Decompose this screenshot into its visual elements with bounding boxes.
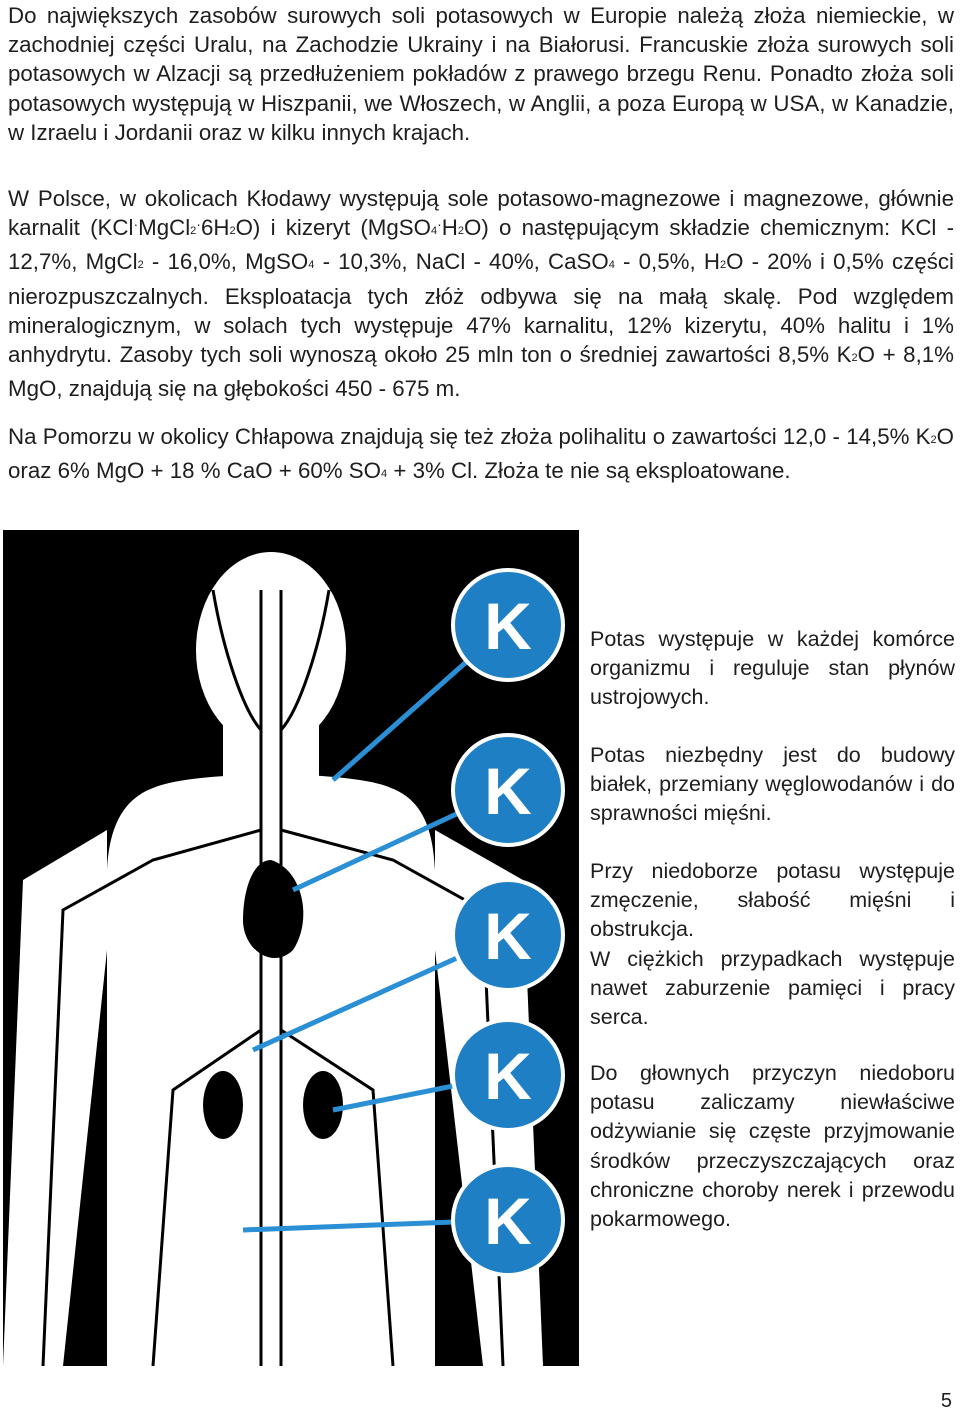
p2-dot: · xyxy=(196,216,201,233)
note-cell-function xyxy=(590,625,955,713)
p2-subscript: 2 xyxy=(229,225,236,238)
p2-text: W Polsce, w okolicach Kłodawy występują sole potasowo-magnezowe i magnezowe, głównie karnalit (KCl xyxy=(8,186,954,241)
note-protein-synthesis xyxy=(590,741,955,829)
page-number: 5 xyxy=(940,1390,952,1412)
p2-text: O) o następującym składzie chemicznym: KCl - 12,7%, MgCl xyxy=(8,215,955,275)
p3-text: + 3% Cl. Złoża te nie są eksploatowane. xyxy=(387,458,791,484)
p2-text: O - 20% i 0,5% części nierozpuszczalnych. Eksploatacja tych złóż odbywa się na małą skalę. Pod względem mineralogicznym, w solach tych występuje 47% karnalitu, 12% kizerytu, 40% halitu i 1% anhydrytu. Zasoby tych soli wynoszą około 25 mln ton o średniej zawartości 8,5% K xyxy=(8,249,954,368)
potassium-badge xyxy=(453,735,563,845)
body-diagram xyxy=(3,530,579,1366)
p2-text: - 10,3%, NaCl - 40%, CaSO xyxy=(314,249,609,275)
badge-letter: K xyxy=(484,899,532,973)
human-body-illustration xyxy=(3,530,579,1366)
p2-subscript: 2 xyxy=(457,225,465,238)
note-text: Do głownych przyczyn niedoboru potasu zaliczamy niewłaściwe odżywianie się częste przyjmowanie środków przeczyszczających oraz chroniczne choroby nerek i przewodu pokarmowego. xyxy=(590,1061,955,1232)
potassium-badge xyxy=(453,880,563,990)
p2-dot: · xyxy=(133,216,139,233)
p3-subscript: 4 xyxy=(381,468,388,481)
p2-text: O) i kizeryt (MgSO xyxy=(235,215,431,241)
potassium-badge xyxy=(453,1165,563,1275)
p2-subscript: 4 xyxy=(430,225,438,238)
p2-text: H xyxy=(441,215,458,241)
note-text: Przy niedoborze potasu występuje zmęczenie, słabość mięśni i obstrukcja. xyxy=(590,859,955,942)
p2-text: MgCl xyxy=(138,215,191,241)
note-text: Potas występuje w każdej komórce organizmu i reguluje stan płynów ustrojowych. xyxy=(590,627,955,710)
badge-letter: K xyxy=(484,754,532,828)
note-text: Potas niezbędny jest do budowy białek, przemiany węglowodanów i do sprawności mięśni. xyxy=(590,743,955,826)
p3-text: Na Pomorzu w okolicy Chłapowa znajdują się też złoża polihalitu o zawartości 12,0 - 14,5% K xyxy=(8,424,931,449)
head-shape xyxy=(196,552,346,748)
p2-subscript: 2 xyxy=(190,225,197,238)
p2-text: - 0,5%, H xyxy=(614,249,720,275)
kidney-left-shape xyxy=(203,1071,243,1139)
p2-text: 6H xyxy=(200,215,230,241)
badge-letter: K xyxy=(484,1184,532,1258)
badge-letter: K xyxy=(484,589,532,663)
p2-subscript: 2 xyxy=(851,352,858,365)
paragraph-1-text: Do największych zasobów surowych soli potasowych w Europie należą złoża niemieckie, w zachodniej części Uralu, na Zachodzie Ukrainy i na Białorusi. Francuskie złoża surowych soli potasowych w Alzacji są przedłużeniem pokładów z prawego brzegu Renu. Ponadto złoża soli potasowych występują w Hiszpanii, we Włoszech, w Anglii, a poza Europą w USA, w Kanadzie, w Izraelu i Jordanii oraz w kilku innych krajach. xyxy=(8,3,954,145)
paragraph-deposits-pomerania xyxy=(8,422,954,490)
p3-text: O oraz 6% MgO + 18 % CaO + 60% SO xyxy=(8,424,954,484)
p3-subscript: 2 xyxy=(930,434,937,446)
paragraph-deposits-poland xyxy=(8,184,954,403)
paragraph-deposits-europe xyxy=(8,1,954,147)
potassium-badge xyxy=(453,1020,563,1130)
p2-text: - 16,0%, MgSO xyxy=(143,249,309,275)
p2-text: O + 8,1% MgO, znajdują się na głębokości 450 - 675 m. xyxy=(8,342,955,402)
badge-letter: K xyxy=(484,1039,532,1113)
p2-subscript: 4 xyxy=(308,259,315,272)
note-deficiency-symptoms xyxy=(590,857,955,1032)
p2-dot: · xyxy=(437,216,442,233)
note-text: W ciężkich przypadkach występuje nawet zaburzenie pamięci i pracy serca. xyxy=(590,946,955,1030)
kidney-right-shape xyxy=(303,1071,343,1139)
p2-subscript: 2 xyxy=(719,259,727,272)
p2-subscript: 4 xyxy=(608,259,615,272)
potassium-badge xyxy=(453,570,563,680)
p2-subscript: 2 xyxy=(137,259,144,272)
note-deficiency-causes xyxy=(590,1059,955,1234)
